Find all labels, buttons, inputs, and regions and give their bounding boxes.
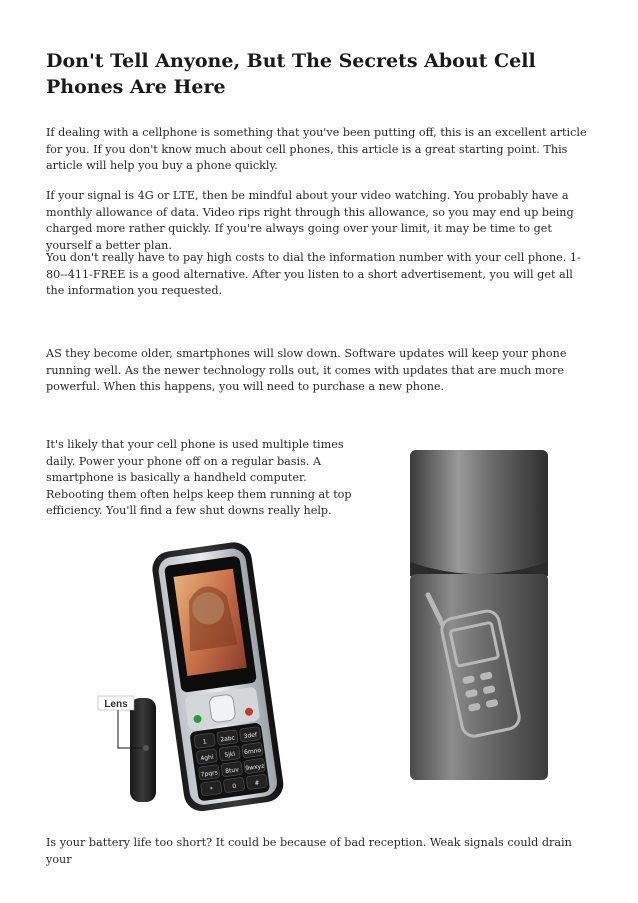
- keypad-key-label: 2abc: [219, 734, 236, 744]
- article-title: Don't Tell Anyone, But The Secrets About Cell Phones Are Here: [46, 50, 536, 98]
- keypad-key-label: 0: [231, 782, 237, 791]
- keypad-key-label: 1: [202, 738, 208, 746]
- cell-phone-image: [96, 538, 286, 823]
- paragraph-4: AS they become older, smartphones will slow down. Software updates will keep your phone running well. As the newer technology rolls out, it comes with updates that are much more powerful. When this happens, you will need to purchase a new phone.: [46, 347, 567, 393]
- keypad-key-label: 8tuv: [224, 766, 240, 776]
- usb-drive-image: [404, 446, 554, 782]
- paragraph-5: It's likely that your cell phone is used multiple times daily. Power your phone off on a regular basis. A smartphone is basically a handheld computer. Rebooting them often helps keep them running at top efficiency. You'll find a few shut downs really help.: [46, 438, 352, 517]
- keypad-key-label: 4ghi: [200, 753, 215, 763]
- phone-side-view: [130, 698, 156, 802]
- keypad-key-label: #: [254, 779, 261, 788]
- nav-center-button: [209, 694, 236, 723]
- paragraph-6: Is your battery life too short? It could be because of bad reception. Weak signals could drain your: [46, 836, 572, 866]
- keypad-key-label: 6mno: [243, 746, 262, 757]
- paragraph-2: If your signal is 4G or LTE, then be mindful about your video watching. You probably have a monthly allowance of data. Video rips right through this allowance, so you may end up being charged more rather quickly. If you're always going over your limit, it may be time to get yourself a better plan.: [46, 189, 574, 252]
- keypad-key-label: *: [209, 786, 214, 794]
- keypad-key-label: 7pqrs: [200, 769, 219, 779]
- lens-label: Lens: [104, 699, 128, 710]
- keypad-key-label: 9wxyz: [244, 762, 265, 773]
- keypad-key-label: 3def: [243, 731, 258, 741]
- paragraph-3: You don't really have to pay high costs to dial the information number with your cell phone. 1-80--411-FREE is a good alternative. After you listen to a short advertisement, you will get all the information you requested.: [46, 251, 581, 297]
- paragraph-1: If dealing with a cellphone is something that you've been putting off, this is an excellent article for you. If you don't know much about cell phones, this article is a great starting point. This article will help you buy a phone quickly.: [46, 126, 587, 172]
- lens-dot: [143, 745, 149, 751]
- usb-cap: [410, 450, 548, 574]
- keypad-key-label: 5jkl: [224, 750, 236, 760]
